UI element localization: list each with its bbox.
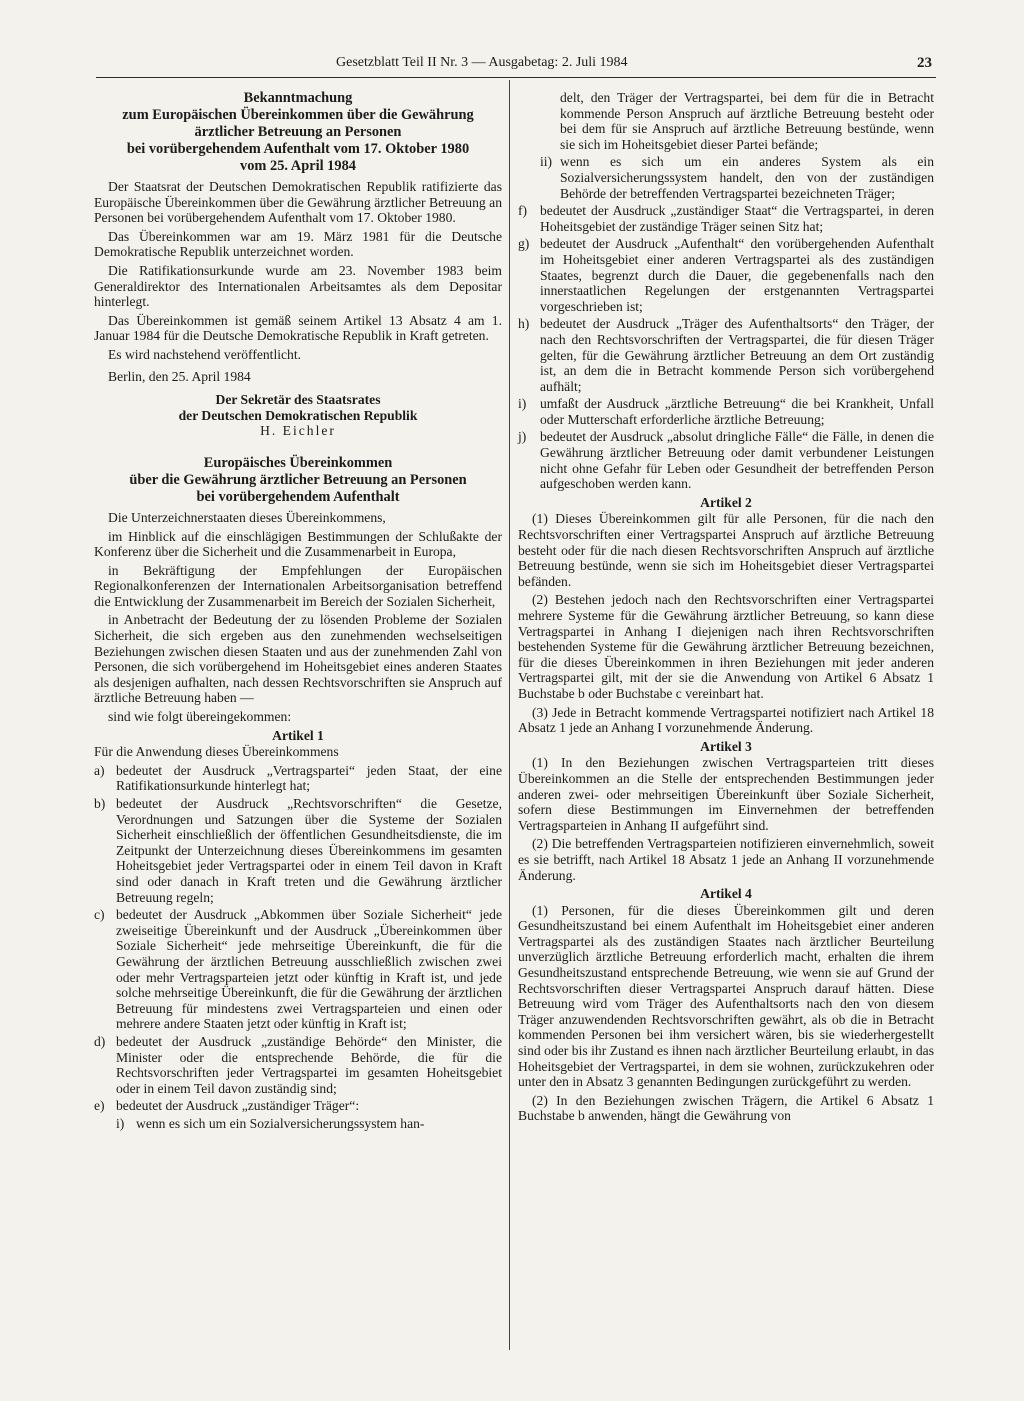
article-4-paragraph: (1) Personen, für die dieses Übereinkommen gilt und deren Gesundheitszustand bei einem Aufenthalt im Hoheitsgebiet einer anderen Vertragspartei als des zuständigen Staates nach ärztlicher Beurteilung unverzüglich ärztliche Betreuung erforderlich macht, erhalten die ihrem Gesundheitszustand entsprechende Betreuung, wie wenn sie auf Grund der Rechtsvorschriften dieser Vertragspartei Anspruch darauf hätten. Diese Betreuung wird vom Träger des Aufenthaltsorts nach den von diesem Träger anzuwendenden Rechtsvorschriften gewährt, als ob die in Betracht kommenden Personen bei ihm versichert wären, bis sie wiederhergestellt sind oder bis ihr Zustand es ihnen nach ärztlicher Beurteilung erlaubt, in das Hoheitsgebiet der Vertragspartei, in dem sie wohnen, zurückzukehren oder unter den in Absatz 3 genannten Bedingungen zurückgeführt zu werden. bbox=[518, 902, 934, 1090]
notice-paragraph: Die Ratifikationsurkunde wurde am 23. November 1983 beim Generaldirektor des Internationalen Arbeitsamtes als dem Depositar hinterlegt. bbox=[94, 262, 502, 310]
article-1-heading: Artikel 1 bbox=[272, 727, 324, 743]
preamble-line: sind wie folgt übereingekommen: bbox=[108, 709, 292, 725]
article-3-heading: Artikel 3 bbox=[700, 738, 752, 754]
sub-item: ii) wenn es sich um ein anderes System als ein Sozialversicherungssystem handelt, den von der zuständigen Behörde der betreffenden Vertragspartei bezeichneten Träger; bbox=[540, 154, 934, 201]
definition-item: f) bedeutet der Ausdruck „zuständiger Staat“ die Vertragspartei, in deren Hoheitsgebiet der zuständige Träger seinen Sitz hat; bbox=[518, 203, 934, 234]
notice-paragraph: Das Übereinkommen war am 19. März 1981 für die Deutsche Demokratische Republik unterzeichnet worden. bbox=[94, 228, 502, 260]
page-header bbox=[96, 55, 936, 77]
signer-name: H. Eichler bbox=[260, 423, 336, 439]
page-number: 23 bbox=[917, 55, 932, 71]
article-2-paragraph: (3) Jede in Betracht kommende Vertragspartei notifiziert nach Artikel 18 Absatz 1 jede an Anhang I vorzunehmende Änderung. bbox=[518, 704, 934, 736]
preamble-line: in Anbetracht der Bedeutung der zu lösenden Probleme der Sozialen Sicherheit, die sich ergeben aus den zunehmenden wechselseitigen Beziehungen zwischen diesen Staaten und aus der zunehmenden Zahl von Personen, die sich vorübergehend im Hoheitsgebiet eines anderen Staates als desjenigen aufhalten, nach dessen Rechtsvorschriften sie Anspruch auf ärztliche Betreuung haben — bbox=[94, 612, 502, 706]
article-4-paragraph: (2) In den Beziehungen zwischen Trägern, die Artikel 6 Absatz 1 Buchstabe b anwenden, hängt die Gewährung von bbox=[518, 1092, 934, 1124]
header-rule bbox=[96, 77, 936, 78]
article-3-paragraph: (1) In den Beziehungen zwischen Vertragsparteien tritt dieses Übereinkommen an die Stelle der entsprechenden Bestimmungen jeder anderen zwei- oder mehrseitigen Übereinkunft über Soziale Sicherheit, sofern diese Bestimmungen im Einvernehmen der betreffenden Vertragsparteien in Anhang II aufgeführt sind. bbox=[518, 755, 934, 833]
notice-title: Bekanntmachung zum Europäischen Übereinkommen über die Gewährung ärztlicher Betreuung an Personen bei vorübergehendem Aufenthalt vom 17. Oktober 1980 vom 25. April 1984 bbox=[122, 90, 474, 174]
sub-item: i) wenn es sich um ein Sozialversicherungssystem han- bbox=[116, 1115, 425, 1131]
article-1-intro: Für die Anwendung dieses Übereinkommens bbox=[94, 744, 339, 760]
article-3-paragraph: (2) Die betreffenden Vertragsparteien notifizieren einvernehmlich, soweit es sie betrifft, nach Artikel 18 Absatz 1 jede an Anhang II vorzunehmende Änderung. bbox=[518, 836, 934, 883]
article-2-heading: Artikel 2 bbox=[700, 494, 752, 510]
running-title: Gesetzblatt Teil II Nr. 3 — Ausgabetag: 2. Juli 1984 bbox=[336, 55, 628, 70]
definition-item: e) bedeutet der Ausdruck „zuständiger Träger“: bbox=[94, 1098, 360, 1114]
definition-item: c) bedeutet der Ausdruck „Abkommen über Soziale Sicherheit“ jede zweiseitige Übereinkunft und der Ausdruck „Übereinkommen über Soziale Sicherheit“ jede mehrseitige Übereinkunft, die für die Gewährung der ärztlichen Betreuung ausschließlich zwischen zwei oder mehr Vertragsparteien jetzt oder künftig in Kraft ist, und jede solche mehrseitige Übereinkunft, die für die Gewährung der ärztlichen Betreuung für mindestens zwei Vertragsparteien und einen oder mehrere andere Staaten jetzt oder künftig in Kraft ist; bbox=[94, 907, 502, 1032]
definition-item: j) bedeutet der Ausdruck „absolut dringliche Fälle“ die Fälle, in denen die Gewährung ärztlicher Betreuung oder damit verbundener Leistungen nicht ohne Gefahr für Leben oder Gesundheit der betreffenden Person aufgeschoben werden kann. bbox=[518, 429, 934, 492]
definition-item: d) bedeutet der Ausdruck „zuständige Behörde“ den Minister, die Minister oder die entsprechende Behörde, die für die Rechtsvorschriften jeder Vertragspartei im gesamten Hoheitsgebiet oder in einem Teil davon zuständig sind; bbox=[94, 1033, 502, 1096]
notice-paragraph: Es wird nachstehend veröffentlicht. bbox=[108, 346, 302, 362]
sub-item-continuation: delt, den Träger der Vertragspartei, bei dem für die in Betracht kommende Person Anspruch auf ärztliche Betreuung besteht oder bei dem für sie Anspruch auf ärztliche Betreuung bestünde, wenn sie sich im Hoheitsgebiet dieser Partei befände; bbox=[560, 90, 934, 152]
signer-institution: der Deutschen Demokratischen Republik bbox=[178, 407, 418, 423]
article-2-paragraph: (2) Bestehen jedoch nach den Rechtsvorschriften einer Vertragspartei mehrere Systeme für die Gewährung ärztlicher Betreuung, so kann diese Vertragspartei in Anhang I diejenigen nach ihren Rechtsvorschriften bestehenden Systeme für die Gewährung ärztlicher Betreuung bezeichnen, für die dieses Übereinkommen in ihren Beziehungen mit jeder anderen Vertragspartei gilt, mit der sie die Anwendung von Artikel 6 Absatz 1 Buchstabe b oder Buchstabe c vereinbart hat. bbox=[518, 592, 934, 701]
definition-item: b) bedeutet der Ausdruck „Rechtsvorschriften“ die Gesetze, Verordnungen und Satzungen über die Systeme der Sozialen Sicherheit einschließlich der öffentlichen Gesundheitsdienste, die im Zeitpunkt der Unterzeichnung dieses Übereinkommens im gesamten Hoheitsgebiet jeder Vertragspartei oder in einem Teil davon in Kraft sind oder danach in Kraft treten und die Gewährung ärztlicher Betreuung regeln; bbox=[94, 796, 502, 905]
definition-item: g) bedeutet der Ausdruck „Aufenthalt“ den vorübergehenden Aufenthalt im Hoheitsgebiet einer anderen Vertragspartei als des zuständigen Staates, begrenzt durch die Dauer, die gegebenenfalls nach den innerstaatlichen Regelungen der erstgenannten Vertragspartei vorgeschrieben ist; bbox=[518, 236, 934, 314]
definition-item: i) umfaßt der Ausdruck „ärztliche Betreuung“ die bei Krankheit, Unfall oder Mutterschaft erforderliche ärztliche Betreuung; bbox=[518, 396, 934, 427]
place-date: Berlin, den 25. April 1984 bbox=[108, 368, 251, 384]
article-2-paragraph: (1) Dieses Übereinkommen gilt für alle Personen, für die nach den Rechtsvorschriften einer Vertragspartei Anspruch auf ärztliche Betreuung besteht oder für die nach diesen Rechtsvorschriften Anspruch auf ärztliche Betreuung bestünde, wenn sie sich im Hoheitsgebiet dieser Vertragspartei befänden. bbox=[518, 511, 934, 589]
preamble-line: im Hinblick auf die einschlägigen Bestimmungen der Schlußakte der Konferenz über die Sicherheit und die Zusammenarbeit in Europa, bbox=[94, 528, 502, 560]
preamble-line: Die Unterzeichnerstaaten dieses Übereinkommens, bbox=[108, 509, 386, 525]
right-column bbox=[518, 90, 934, 1127]
notice-paragraph: Der Staatsrat der Deutschen Demokratischen Republik ratifizierte das Europäische Übereinkommen über die Gewährung ärztlicher Betreuung an Personen bei vorübergehendem Aufenthalt vom 17. Oktober 1980. bbox=[94, 179, 502, 226]
column-divider bbox=[509, 80, 510, 1350]
article-4-heading: Artikel 4 bbox=[700, 886, 752, 902]
notice-paragraph: Das Übereinkommen ist gemäß seinem Artikel 13 Absatz 4 am 1. Januar 1984 für die Deutsche Demokratische Republik in Kraft getreten. bbox=[94, 312, 502, 344]
left-column bbox=[94, 90, 502, 1133]
definition-item: h) bedeutet der Ausdruck „Träger des Aufenthaltsorts“ den Träger, der nach den Rechtsvorschriften der Vertragspartei, die für diesen Träger gelten, für die Gewährung ärztlicher Betreuung an dem Ort zuständig ist, an dem die in Betracht kommende Person sich vorübergehend aufhält; bbox=[518, 316, 934, 394]
preamble-line: in Bekräftigung der Empfehlungen der Europäischen Regionalkonferenzen der Internationalen Arbeitsorganisation betreffend die Entwicklung der Zusammenarbeit im Bereich der Sozialen Sicherheit, bbox=[94, 562, 502, 609]
convention-title: Europäisches Übereinkommen über die Gewährung ärztlicher Betreuung an Personen bei vorübergehendem Aufenthalt bbox=[129, 454, 467, 505]
signer-title: Der Sekretär des Staatsrates bbox=[215, 392, 381, 408]
definition-item: a) bedeutet der Ausdruck „Vertragspartei“ jeden Staat, der eine Ratifikationsurkunde hinterlegt hat; bbox=[94, 762, 502, 794]
